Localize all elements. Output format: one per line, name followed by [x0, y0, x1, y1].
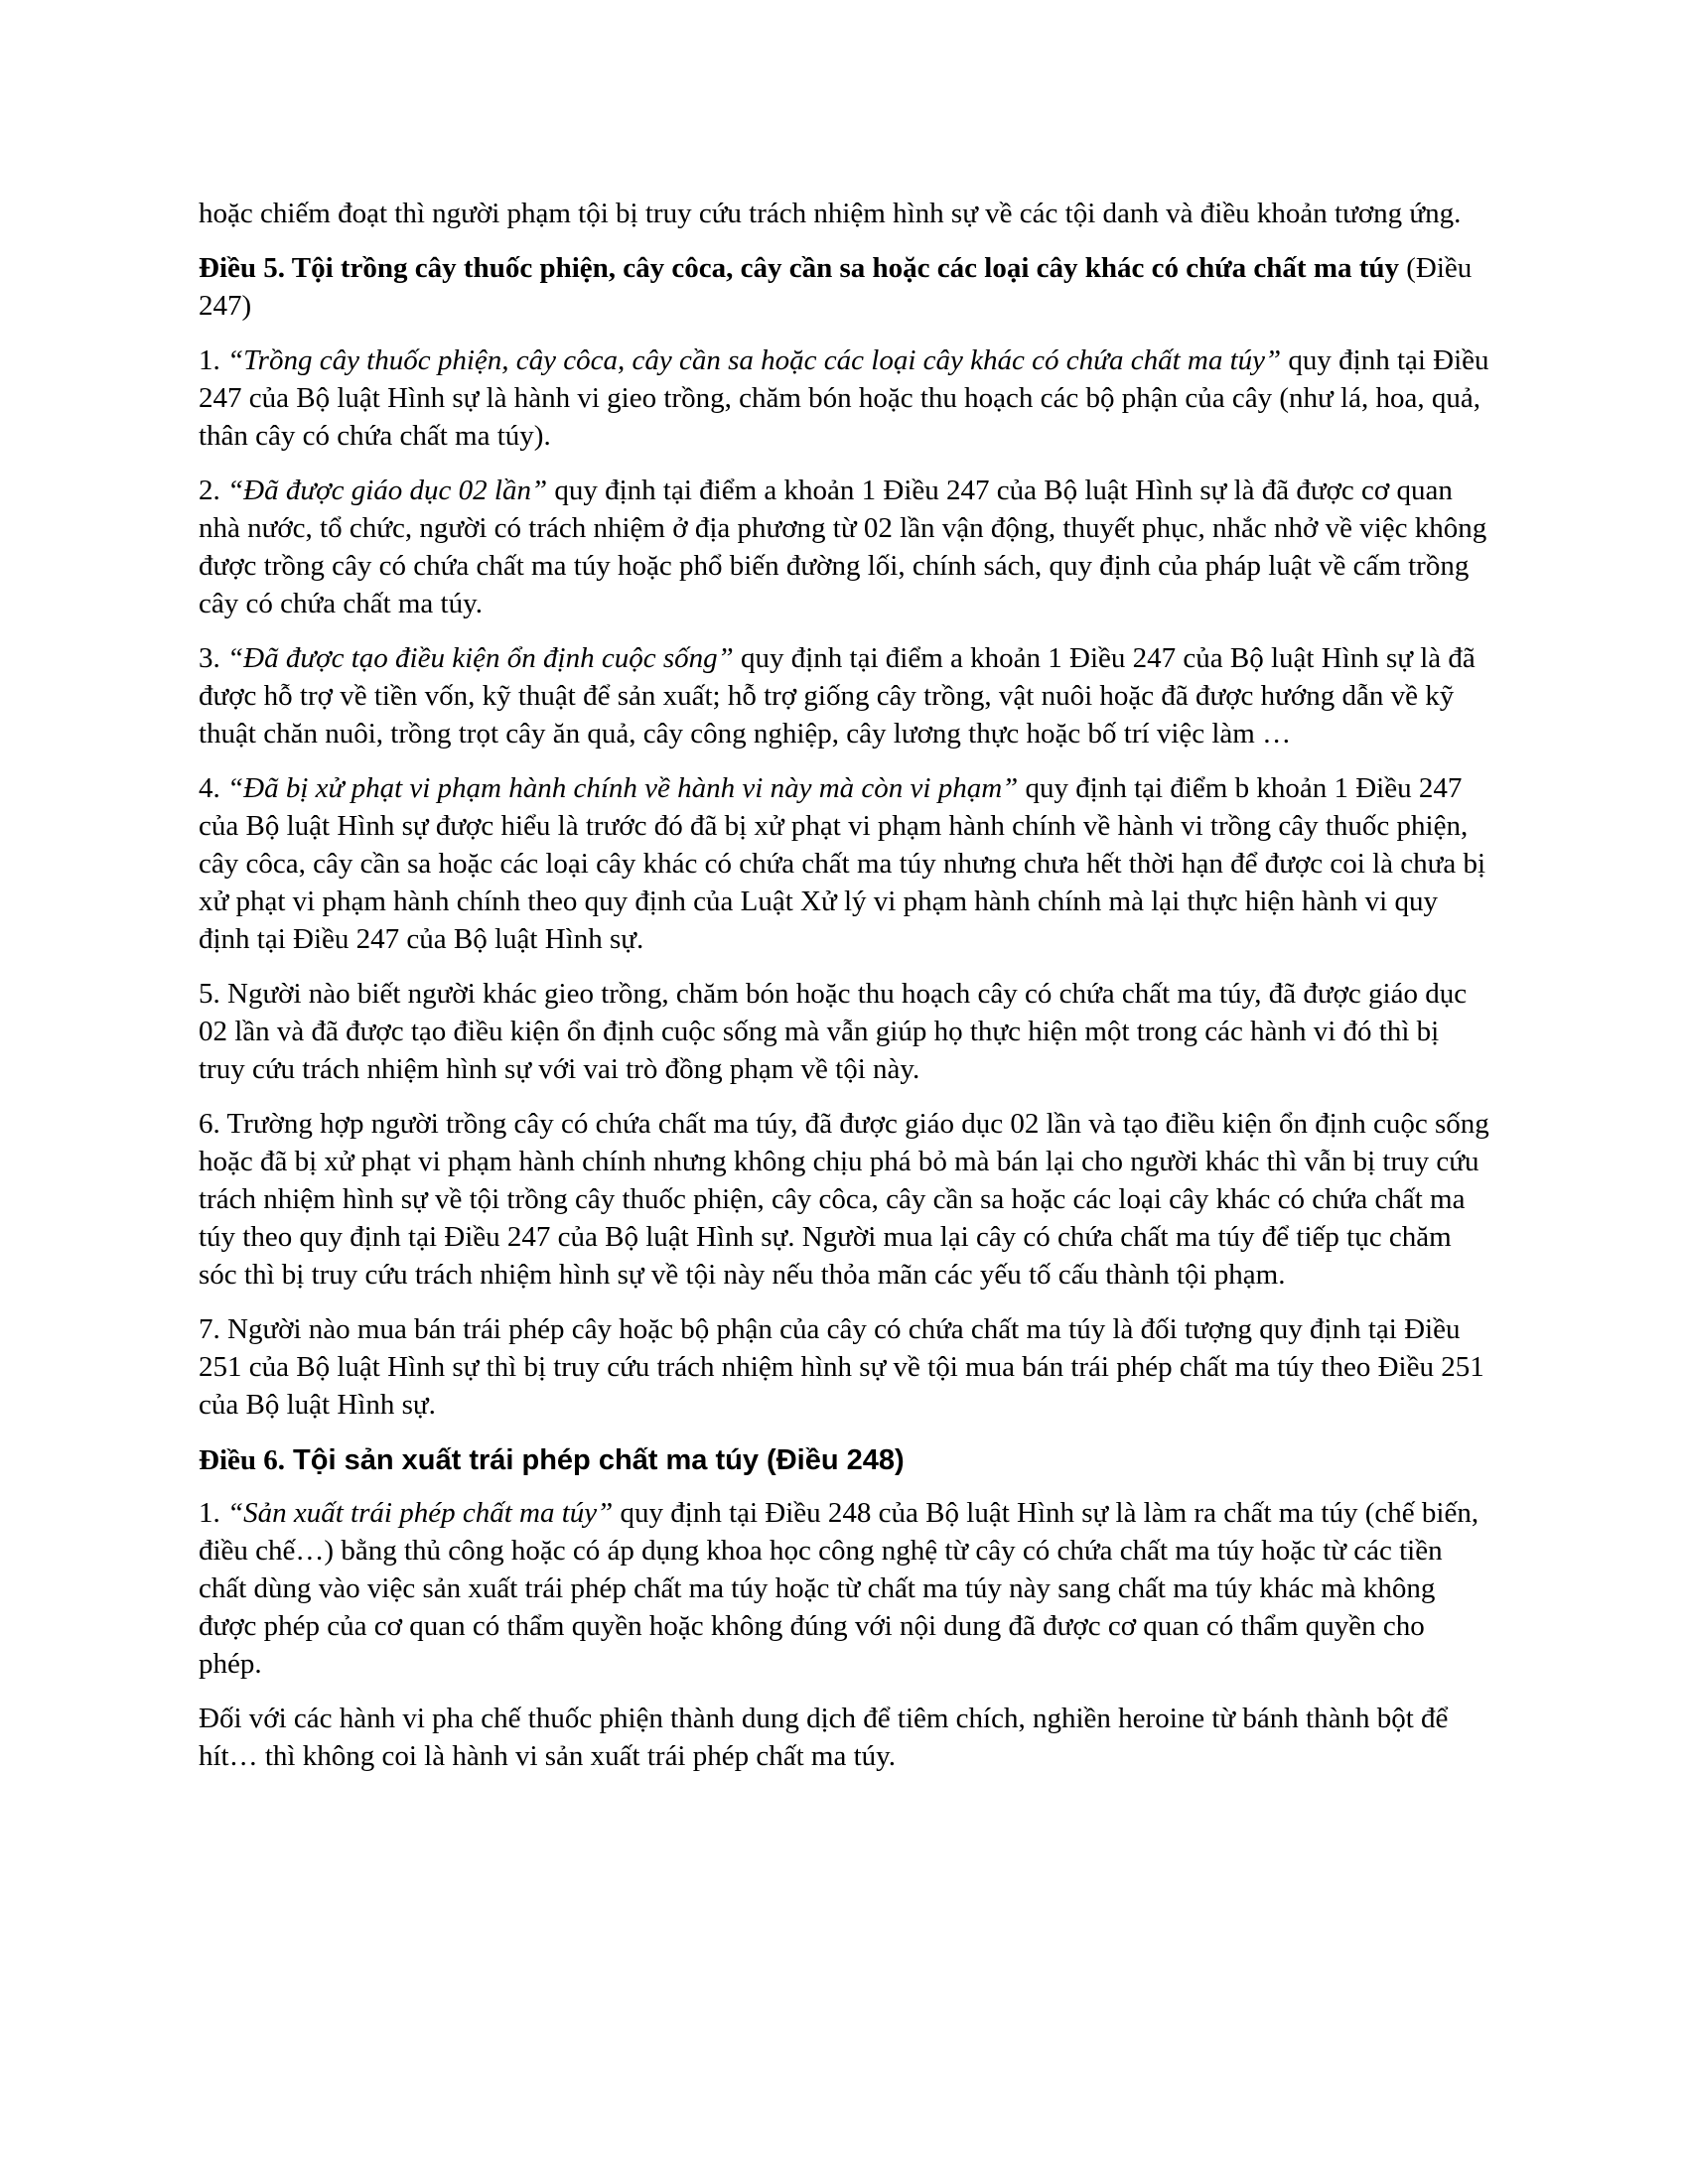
article-6-heading: [199, 1440, 1489, 1480]
item-quote: “Đã được tạo điều kiện ổn định cuộc sống”: [227, 642, 734, 674]
document-page: [199, 195, 1489, 1792]
item-quote: “Đã bị xử phạt vi phạm hành chính về hành vi này mà còn vi phạm”: [227, 772, 1019, 804]
article-5-item-3: [199, 639, 1489, 752]
article-5-heading: [199, 249, 1489, 325]
item-text: quy định tại điểm a khoản 1 Điều 247 của Bộ luật Hình sự là đã được hỗ trợ về tiền vốn, kỹ thuật để sản xuất; hỗ trợ giống cây trồng, vật nuôi hoặc đã được hướng dẫn về kỹ thuật chăn nuôi, trồng trọt cây ăn quả, cây công nghiệp, cây lương thực hoặc bố trí việc làm …: [199, 642, 1476, 750]
article-5-item-2: [199, 472, 1489, 622]
article-5-item-5: 5. Người nào biết người khác gieo trồng, chăm bón hoặc thu hoạch cây có chứa chất ma túy, đã được giáo dục 02 lần và đã được tạo điều kiện ổn định cuộc sống mà vẫn giúp họ thực hiện một trong các hành vi đó thì bị truy cứu trách nhiệm hình sự với vai trò đồng phạm về tội này.: [199, 978, 1468, 1085]
item-number: 4.: [199, 772, 227, 804]
article-5-item-1: [199, 341, 1489, 455]
item-number: 2.: [199, 475, 227, 506]
continuation-paragraph: hoặc chiếm đoạt thì người phạm tội bị truy cứu trách nhiệm hình sự về các tội danh và điều khoản tương ứng.: [199, 198, 1462, 229]
item-quote: “Sản xuất trái phép chất ma túy”: [227, 1497, 614, 1529]
item-quote: “Trồng cây thuốc phiện, cây côca, cây cần sa hoặc các loại cây khác có chứa chất ma túy”: [227, 344, 1282, 376]
item-text: quy định tại Điều 248 của Bộ luật Hình sự là làm ra chất ma túy (chế biến, điều chế…) bằng thủ công hoặc có áp dụng khoa học công nghệ từ cây có chứa chất ma túy hoặc từ các tiền chất dùng vào việc sản xuất trái phép chất ma túy hoặc từ chất ma túy này sang chất ma túy khác mà không được phép của cơ quan có thẩm quyền hoặc không đúng với nội dung đã được cơ quan có thẩm quyền cho phép.: [199, 1497, 1479, 1680]
article-6-label: Điều 6.: [199, 1444, 285, 1476]
article-6-title: Tội sản xuất trái phép chất ma túy (Điều 248): [285, 1444, 905, 1476]
item-quote: “Đã được giáo dục 02 lần”: [227, 475, 548, 506]
item-text: quy định tại điểm b khoản 1 Điều 247 của Bộ luật Hình sự được hiểu là trước đó đã bị xử phạt vi phạm hành chính về hành vi trồng cây thuốc phiện, cây côca, cây cần sa hoặc các loại cây khác có chứa chất ma túy nhưng chưa hết thời hạn để được coi là chưa bị xử phạt vi phạm hành chính theo quy định của Luật Xử lý vi phạm hành chính mà lại thực hiện hành vi quy định tại Điều 247 của Bộ luật Hình sự.: [199, 772, 1486, 955]
article-5-title: Điều 5. Tội trồng cây thuốc phiện, cây côca, cây cần sa hoặc các loại cây khác có chứa chất ma túy: [199, 252, 1400, 284]
article-5-item-6: 6. Trường hợp người trồng cây có chứa chất ma túy, đã được giáo dục 02 lần và tạo điều kiện ổn định cuộc sống hoặc đã bị xử phạt vi phạm hành chính nhưng không chịu phá bỏ mà bán lại cho người khác thì vẫn bị truy cứu trách nhiệm hình sự về tội trồng cây thuốc phiện, cây côca, cây cần sa hoặc các loại cây khác có chứa chất ma túy theo quy định tại Điều 247 của Bộ luật Hình sự. Người mua lại cây có chứa chất ma túy để tiếp tục chăm sóc thì bị truy cứu trách nhiệm hình sự về tội này nếu thỏa mãn các yếu tố cấu thành tội phạm.: [199, 1108, 1489, 1291]
article-5-reference: (Điều 247): [199, 252, 1473, 322]
item-number: 1.: [199, 1497, 227, 1529]
item-text: quy định tại Điều 247 của Bộ luật Hình sự là hành vi gieo trồng, chăm bón hoặc thu hoạch các bộ phận của cây (như lá, hoa, quả, thân cây có chứa chất ma túy).: [199, 344, 1489, 452]
item-text: quy định tại điểm a khoản 1 Điều 247 của Bộ luật Hình sự là đã được cơ quan nhà nước, tổ chức, người có trách nhiệm ở địa phương từ 02 lần vận động, thuyết phục, nhắc nhở về việc không được trồng cây có chứa chất ma túy hoặc phổ biến đường lối, chính sách, quy định của pháp luật về cấm trồng cây có chứa chất ma túy.: [199, 475, 1487, 619]
article-6-item-1: [199, 1494, 1489, 1683]
item-number: 3.: [199, 642, 227, 674]
article-6-note: Đối với các hành vi pha chế thuốc phiện thành dung dịch để tiêm chích, nghiền heroine từ bánh thành bột để hít… thì không coi là hành vi sản xuất trái phép chất ma túy.: [199, 1703, 1449, 1772]
article-5-item-7: 7. Người nào mua bán trái phép cây hoặc bộ phận của cây có chứa chất ma túy là đối tượng quy định tại Điều 251 của Bộ luật Hình sự thì bị truy cứu trách nhiệm hình sự về tội mua bán trái phép chất ma túy theo Điều 251 của Bộ luật Hình sự.: [199, 1313, 1484, 1421]
item-number: 1.: [199, 344, 227, 376]
article-5-item-4: [199, 769, 1489, 958]
